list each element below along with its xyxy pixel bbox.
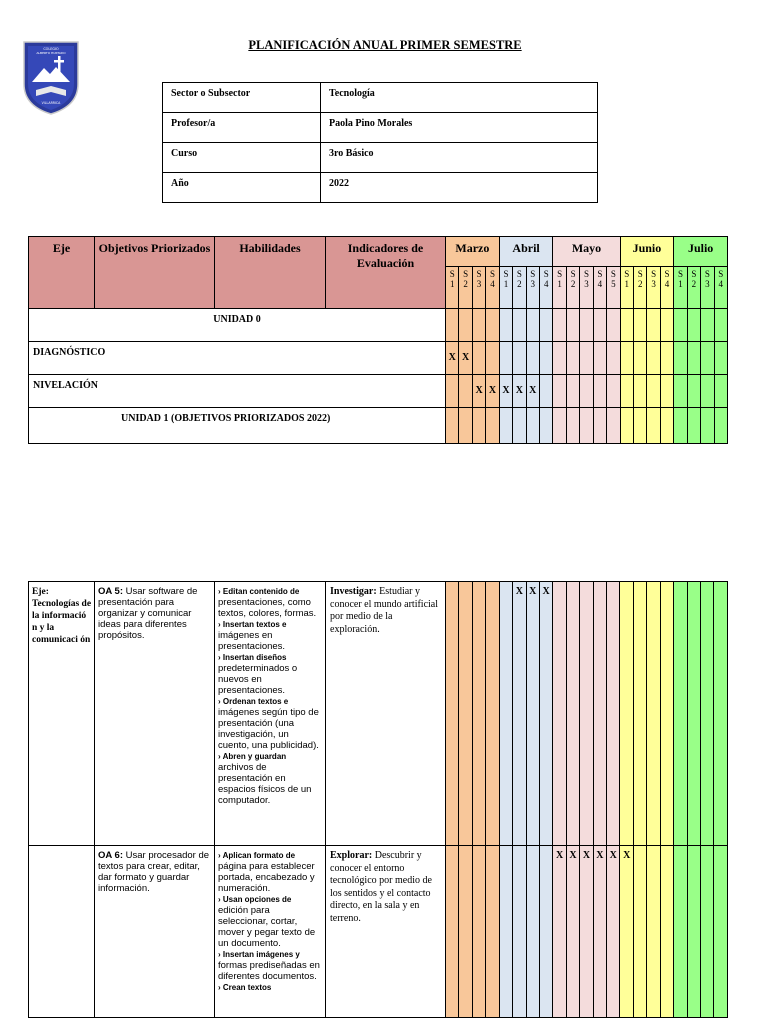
habilidad-text: edición para seleccionar, cortar, mover y pegar texto de un documento. [218,905,316,949]
week-letter: S [503,269,509,279]
week-label [446,267,459,309]
week-cell [472,309,485,342]
week-cell [446,846,459,1018]
week-cell [593,309,606,342]
week-cell [620,582,633,846]
week-cell [459,846,472,1018]
oa-code: OA 6: [98,850,123,861]
planning-table-header [28,236,728,444]
week-number: 3 [705,279,710,289]
week-cell: X [620,846,633,1018]
oa-text: Usar procesador de textos para crear, editar, dar formato y guardar información. [98,850,210,894]
indicator-head: Investigar: [330,586,377,597]
week-cell [499,309,512,342]
week-cell [499,342,512,375]
week-cell [580,342,593,375]
week-cell [647,408,660,444]
week-cell [607,342,620,375]
oa-code: OA 5: [98,586,123,597]
week-cell [593,408,606,444]
week-cell [499,846,512,1018]
week-letter: S [489,269,495,279]
unit-row [29,342,728,375]
week-label [674,267,687,309]
info-label: Curso [163,143,321,173]
week-cell [607,309,620,342]
week-label [607,267,620,309]
week-cell [660,582,673,846]
week-cell [593,375,606,408]
week-label [459,267,472,309]
info-row [163,113,598,143]
indicator-cell [326,846,446,1018]
week-cell: X [486,375,499,408]
week-cell [607,582,620,846]
unit-label: UNIDAD 1 (OBJETIVOS PRIORIZADOS 2022) [29,408,446,444]
indicator-text: Estudiar y conocer el mundo artificial por medio de la exploración. [330,586,439,635]
info-value: 2022 [321,173,598,203]
info-value: Paola Pino Morales [321,113,598,143]
week-cell [459,309,472,342]
week-cell [540,309,553,342]
week-cell [499,582,512,846]
unit-label: DIAGNÓSTICO [29,342,446,375]
week-cell [701,582,714,846]
indicator-cell [326,582,446,846]
week-label [714,267,727,309]
week-cell [553,309,566,342]
habilidad-item [218,751,322,806]
week-cell [647,582,660,846]
week-cell [446,309,459,342]
eje-cell [29,846,95,1018]
week-cell [714,582,727,846]
week-letter: S [463,269,469,279]
week-cell [714,408,727,444]
week-cell [687,408,700,444]
week-cell: X [553,846,566,1018]
week-letter: S [516,269,522,279]
info-label: Profesor/a [163,113,321,143]
logo-text-1: COLEGIO [43,47,59,51]
week-cell [660,375,673,408]
week-label [553,267,566,309]
week-letter: S [557,269,563,279]
unit-row [29,375,728,408]
week-cell [472,846,485,1018]
week-cell [446,582,459,846]
indicator-text: Descubrir y conocer el entorno tecnológico por medio de los sentidos y el contacto directo, en la sala y en terreno. [330,850,432,924]
unit-row [29,309,728,342]
week-cell [446,408,459,444]
week-number: 4 [490,279,495,289]
week-cell [513,342,526,375]
week-number: 4 [718,279,723,289]
week-cell [566,408,579,444]
week-cell [526,342,539,375]
week-cell: X [526,582,539,846]
week-cell [674,408,687,444]
week-number: 4 [664,279,670,289]
week-cell [472,408,485,444]
school-logo [22,40,80,116]
week-letter: S [651,269,657,279]
habilidad-item [218,586,322,619]
week-letter: S [449,269,455,279]
info-table [162,82,598,203]
info-row [163,83,598,113]
week-label [486,267,499,309]
week-number: 1 [678,279,683,289]
week-cell [633,846,646,1018]
week-cell [593,342,606,375]
week-label [566,267,579,309]
month-marzo: Marzo [446,237,500,267]
week-cell [593,582,606,846]
week-letter: S [597,269,603,279]
week-cell: X [566,846,579,1018]
week-cell [566,309,579,342]
week-cell [620,309,633,342]
week-label [620,267,633,309]
week-cell [446,375,459,408]
week-cell [580,309,593,342]
week-cell [539,846,552,1018]
week-cell [459,375,472,408]
week-number: 5 [611,279,616,289]
week-cell [634,375,647,408]
week-label [701,267,714,309]
week-cell [513,846,526,1018]
week-cell [526,408,539,444]
oa-text: Usar software de presentación para organizar y comunicar ideas para diferentes propósitos. [98,586,198,641]
week-cell [647,375,660,408]
week-letter: S [584,269,590,279]
week-cell: X [607,846,620,1018]
week-number: 1 [449,279,455,289]
week-cell [714,375,727,408]
week-cell [674,309,687,342]
week-cell [553,342,566,375]
week-cell [580,582,593,846]
week-cell: X [499,375,512,408]
week-cell [674,582,687,846]
week-cell [647,846,660,1018]
habilidades-cell [215,846,326,1018]
week-cell: X [513,375,526,408]
week-letter: S [677,269,683,279]
week-cell [459,408,472,444]
unit-label: UNIDAD 0 [29,309,446,342]
week-letter: S [543,269,549,279]
week-cell [540,408,553,444]
week-cell [486,846,499,1018]
week-label [580,267,593,309]
week-cell [714,342,727,375]
week-cell: X [580,846,593,1018]
week-cell: X [513,582,526,846]
habilidad-text: predeterminados o nuevos en presentaciones. [218,663,298,696]
habilidad-item [218,949,322,982]
week-cell [620,342,633,375]
habilidad-text: formas prediseñadas en diferentes documentos. [218,960,320,982]
habilidad-item [218,894,322,949]
week-cell: X [526,375,539,408]
col-indicadores: Indicadores de Evaluación [326,237,446,309]
habilidad-item [218,619,322,652]
habilidad-head: › Usan opciones de [218,895,292,904]
week-cell: X [593,846,606,1018]
week-cell [660,846,673,1018]
info-row [163,173,598,203]
week-letter: S [624,269,630,279]
week-cell [566,342,579,375]
info-value: Tecnología [321,83,598,113]
col-habilidades: Habilidades [215,237,326,309]
col-eje: Eje [29,237,95,309]
week-cell [472,582,485,846]
week-letter: S [637,269,643,279]
habilidad-head: › Abren y guardan [218,752,287,761]
week-letter: S [476,269,482,279]
week-cell [634,309,647,342]
week-cell [647,342,660,375]
habilidades-cell [215,582,326,846]
week-cell [687,846,700,1018]
week-cell [553,582,566,846]
habilidad-head: › Ordenan textos e [218,697,289,706]
week-letter: S [664,269,670,279]
objective-cell [95,846,215,1018]
week-number: 3 [476,279,482,289]
habilidad-text: imágenes en presentaciones. [218,630,286,652]
week-letter: S [610,269,616,279]
habilidad-item [218,982,322,993]
week-cell [660,408,673,444]
week-cell [486,309,499,342]
info-label: Año [163,173,321,203]
week-cell [553,375,566,408]
week-cell [620,408,633,444]
week-number: 1 [503,279,509,289]
week-number: 2 [463,279,468,289]
week-number: 2 [691,279,697,289]
unit-label: NIVELACIÓN [29,375,446,408]
week-number: 2 [517,279,522,289]
week-cell [714,309,727,342]
week-cell [540,375,553,408]
week-cell [540,342,553,375]
logo-text-2: ALBERTO HURTADO [36,51,66,55]
week-cell: X [539,582,552,846]
habilidad-head: › Insertan textos e [218,620,287,629]
objective-row [29,846,728,1018]
month-abril: Abril [499,237,553,267]
week-cell [607,375,620,408]
week-cell [459,582,472,846]
week-letter: S [704,269,710,279]
eje-cell: Eje: Tecnologías de la informació n y la comunicaci ón [29,582,95,846]
week-cell [499,408,512,444]
week-cell [553,408,566,444]
habilidad-head: › Insertan imágenes y [218,950,300,959]
week-cell [674,375,687,408]
month-mayo: Mayo [553,237,620,267]
month-junio: Junio [620,237,674,267]
week-cell [633,582,646,846]
week-letter: S [570,269,576,279]
week-cell [486,342,499,375]
week-cell [580,408,593,444]
habilidad-head: › Aplican formato de [218,851,296,860]
week-cell [687,375,700,408]
week-cell [513,408,526,444]
week-cell [472,342,485,375]
planning-table-units [28,581,728,1018]
week-label [647,267,660,309]
week-cell [674,342,687,375]
week-letter: S [718,269,724,279]
habilidad-head: › Crean textos [218,983,272,992]
unit-row [29,408,728,444]
habilidad-item [218,850,322,894]
week-label [593,267,606,309]
habilidad-item [218,652,322,696]
week-label [540,267,553,309]
logo-text-3: VILLARRICA [41,101,61,105]
week-number: 2 [570,279,576,289]
habilidad-text: archivos de presentación en espacios físicos de un computador. [218,762,312,806]
objective-row [29,582,728,846]
week-label [499,267,512,309]
week-cell [513,309,526,342]
week-cell [634,408,647,444]
habilidad-head: › Insertan diseños [218,653,287,662]
habilidad-text: página para establecer portada, encabezado y numeración. [218,861,315,894]
week-number: 4 [543,279,549,289]
habilidad-head: › Editan contenido de [218,587,300,596]
week-cell [526,309,539,342]
week-cell [647,309,660,342]
week-number: 3 [584,279,589,289]
week-cell: X [472,375,485,408]
week-cell [701,408,714,444]
week-letter: S [530,269,536,279]
week-letter: S [691,269,697,279]
week-label [472,267,485,309]
week-cell [566,375,579,408]
week-cell [526,846,539,1018]
week-cell [687,582,700,846]
week-cell [607,408,620,444]
indicator-head: Explorar: [330,850,373,861]
page-title: PLANIFICACIÓN ANUAL PRIMER SEMESTRE [248,38,522,52]
week-label [526,267,539,309]
week-cell [701,309,714,342]
week-number: 4 [597,279,603,289]
week-cell [687,309,700,342]
week-number: 3 [651,279,656,289]
week-label [634,267,647,309]
week-cell [674,846,687,1018]
week-cell [566,582,579,846]
week-cell [687,342,700,375]
week-number: 2 [637,279,643,289]
week-cell [580,375,593,408]
week-cell [620,375,633,408]
week-number: 3 [530,279,536,289]
week-cell [660,309,673,342]
week-cell [660,342,673,375]
week-cell [701,375,714,408]
week-number: 1 [624,279,630,289]
week-cell [486,582,499,846]
habilidad-item [218,696,322,751]
week-number: 1 [557,279,562,289]
week-cell [714,846,727,1018]
week-label [660,267,673,309]
week-cell [486,408,499,444]
info-label: Sector o Subsector [163,83,321,113]
week-cell [634,342,647,375]
habilidad-text: imágenes según tipo de presentación (una investigación, un cuento, una publicidad). [218,707,319,751]
info-value: 3ro Básico [321,143,598,173]
col-objetivos: Objetivos Priorizados [95,237,215,309]
week-cell: X [459,342,472,375]
week-cell: X [446,342,459,375]
habilidad-text: presentaciones, como textos, colores, formas. [218,597,317,619]
week-cell [701,846,714,1018]
week-label [513,267,526,309]
objective-cell [95,582,215,846]
week-cell [701,342,714,375]
month-julio: Julio [674,237,728,267]
info-row [163,143,598,173]
week-label [687,267,700,309]
